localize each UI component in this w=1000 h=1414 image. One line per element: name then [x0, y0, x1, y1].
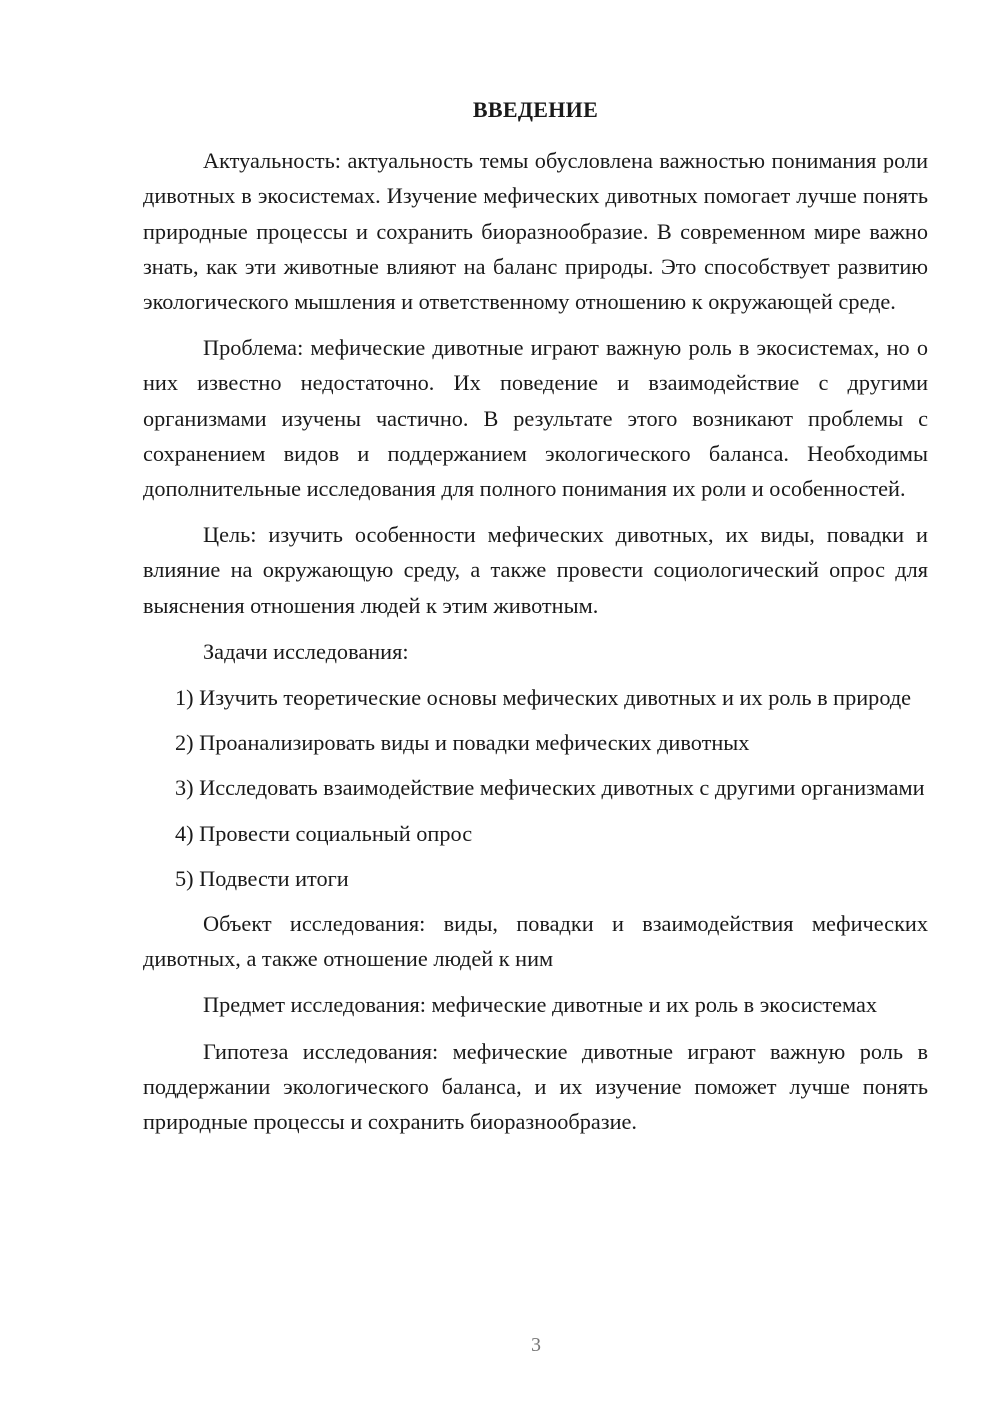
task-item-3: 3) Исследовать взаимодействие мефических дивотных с другими организмами [175, 775, 925, 801]
hypothesis-paragraph: Гипотеза исследования: мефические дивотные играют важную роль в поддержании экологического баланса, и их изучение поможет лучше понять природные процессы и сохранить биоразнообразие. [143, 1038, 928, 1135]
tasks-list [143, 680, 928, 896]
goal-paragraph: Цель: изучить особенности мефических дивотных, их виды, повадки и влияние на окружающую среду, а также провести социологический опрос для выяснения отношения людей к этим животным. [143, 522, 928, 618]
page-number: 3 [531, 1334, 541, 1356]
task-item-1: 1) Изучить теоретические основы мефических дивотных и их роль в природе [175, 685, 912, 711]
task-item-2: 2) Проанализировать виды и повадки мефических дивотных [175, 730, 750, 756]
page-title: ВВЕДЕНИЕ [472, 97, 599, 122]
task-item-5: 5) Подвести итоги [175, 865, 349, 891]
document-page [143, 92, 928, 1139]
object-paragraph: Объект исследования: виды, повадки и взаимодействия мефических дивотных, а также отношение людей к ним [143, 911, 928, 972]
task-item-4: 4) Провести социальный опрос [175, 820, 473, 846]
subject-paragraph: Предмет исследования: мефические дивотные и их роль в экосистемах [203, 992, 878, 1018]
tasks-heading: Задачи исследования: [203, 638, 409, 664]
relevance-paragraph: Актуальность: актуальность темы обусловлена важностью понимания роли дивотных в экосистемах. Изучение мефических дивотных помогает лучше понять природные процессы и сохранить биоразнообразие. В современном мире важно знать, как эти животные влияют на баланс природы. Это способствует развитию экологического мышления и ответственному отношению к окружающей среде. [143, 148, 928, 315]
problem-paragraph: Проблема: мефические дивотные играют важную роль в экосистемах, но о них известно недостаточно. Их поведение и взаимодействие с другими организмами изучены частично. В результате этого возникают проблемы с сохранением видов и поддержанием экологического баланса. Необходимы дополнительные исследования для полного понимания их роли и особенностей. [143, 335, 928, 502]
